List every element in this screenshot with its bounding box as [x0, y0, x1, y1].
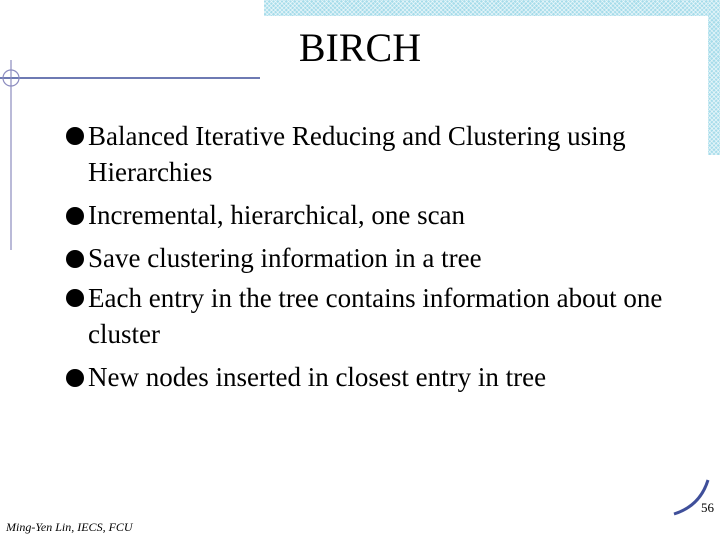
bullet-item	[62, 237, 702, 280]
top-decorative-band	[264, 0, 720, 16]
bullet-dot-icon	[66, 207, 84, 225]
bullet-text: Save clustering information in a tree	[88, 243, 482, 273]
bullet-item	[62, 356, 702, 399]
right-decorative-band	[708, 0, 720, 155]
bullet-item	[62, 194, 702, 237]
bullet-item	[62, 118, 702, 190]
bullet-dot-icon	[66, 250, 84, 268]
bullet-text: Incremental, hierarchical, one scan	[88, 200, 466, 230]
bullet-list	[62, 118, 702, 399]
bullet-text: Each entry in the tree contains information about one cluster	[88, 283, 663, 349]
footer-author: Ming-Yen Lin, IECS, FCU	[6, 520, 133, 534]
bullet-dot-icon	[66, 127, 84, 145]
slide-title: BIRCH	[298, 25, 422, 70]
bullet-dot-icon	[66, 289, 84, 307]
bullet-dot-icon	[66, 369, 84, 387]
page-number: 56	[701, 500, 714, 515]
bullet-text: Balanced Iterative Reducing and Clustering using Hierarchies	[88, 121, 626, 187]
bullet-item	[62, 280, 702, 352]
bullet-text: New nodes inserted in closest entry in tree	[88, 362, 547, 392]
